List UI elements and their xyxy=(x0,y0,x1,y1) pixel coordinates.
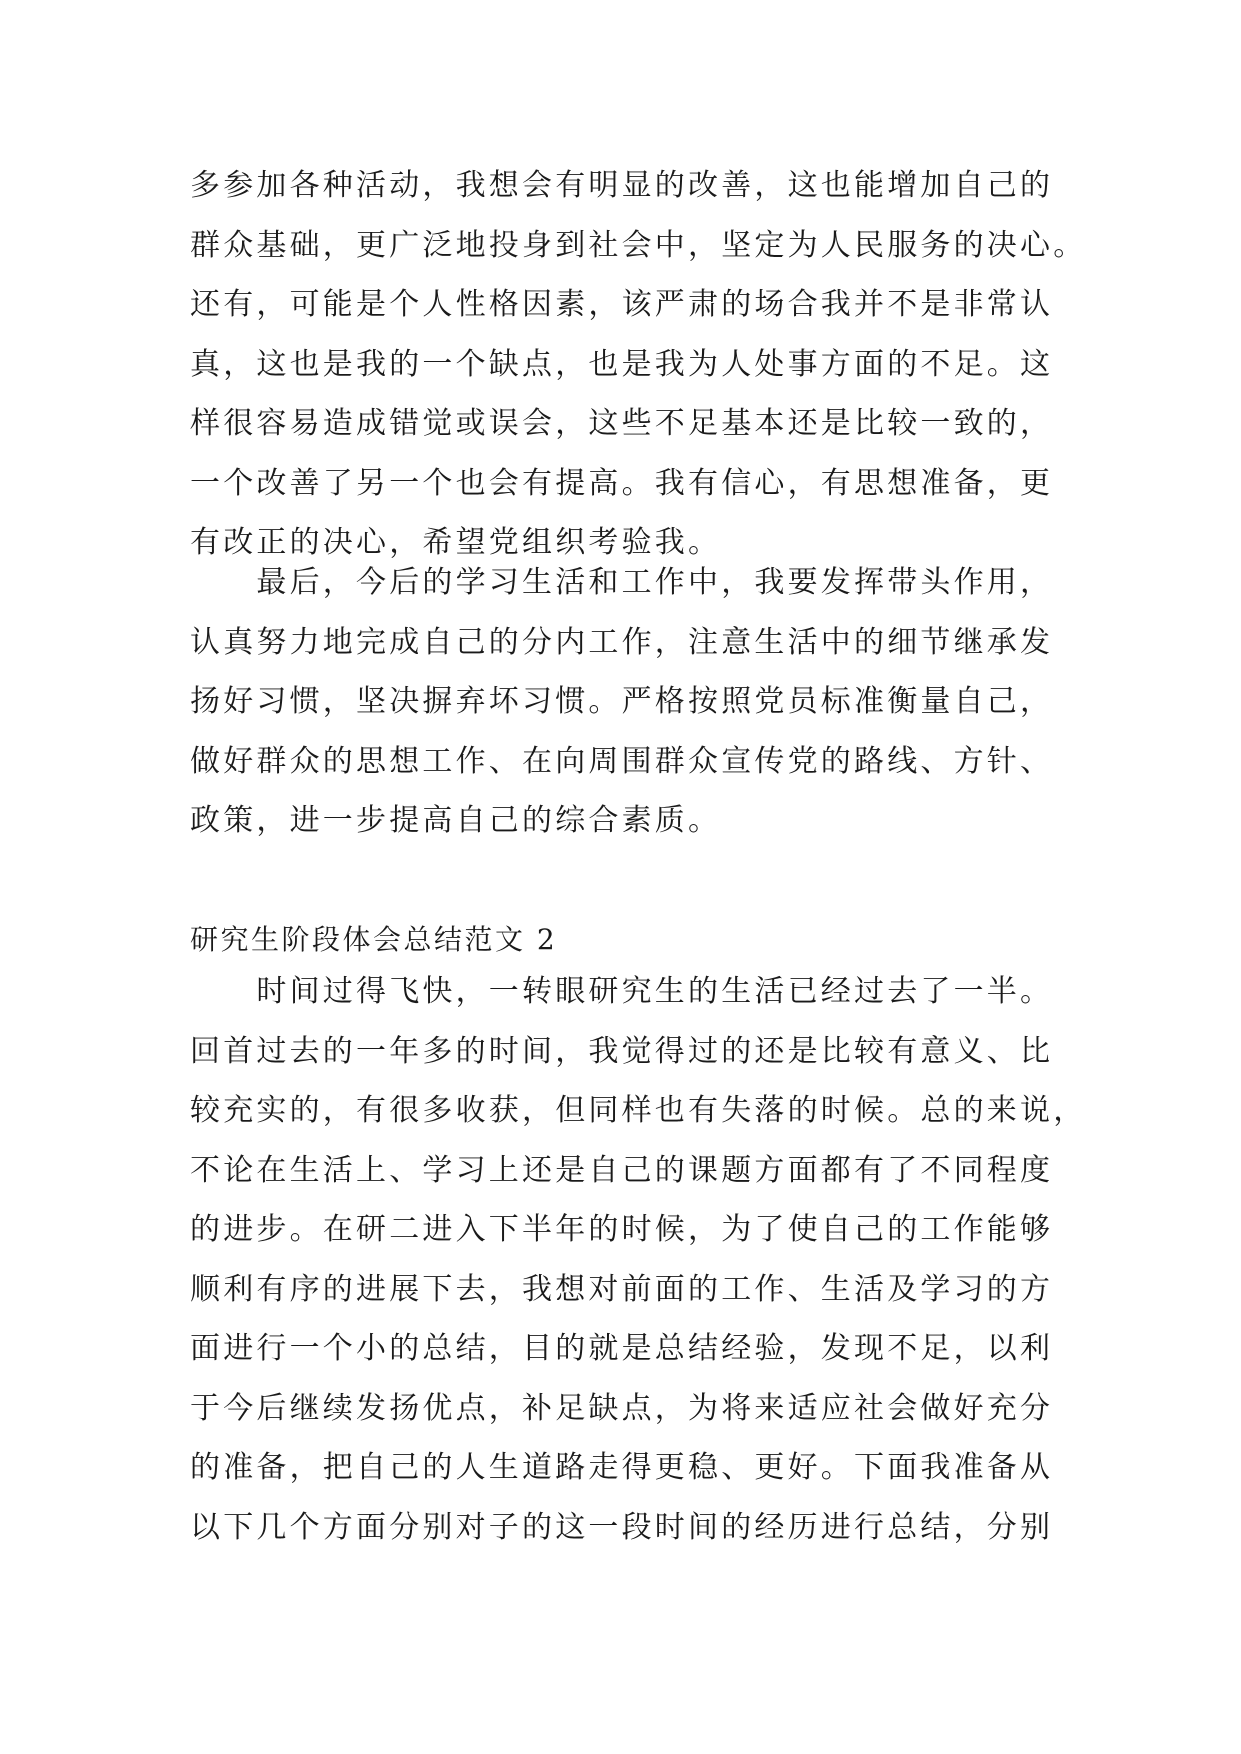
text-line: 最后，今后的学习生活和工作中，我要发挥带头作用， xyxy=(190,565,1054,600)
paragraph-last xyxy=(190,553,1070,851)
text-line: 不论在生活上、学习上还是自己的课题方面都有了不同程度 xyxy=(190,1152,1054,1188)
text-line: 面进行一个小的总结，目的就是总结经验，发现不足，以利 xyxy=(190,1331,1054,1366)
text-line: 还有，可能是个人性格因素，该严肃的场合我并不是非常认 xyxy=(190,287,1054,322)
text-line: 的进步。在研二进入下半年的时候，为了使自己的工作能够 xyxy=(190,1212,1054,1247)
text-line: 多参加各种活动，我想会有明显的改善，这也能增加自己的 xyxy=(190,168,1054,203)
text-line: 的准备，把自己的人生道路走得更稳、更好。下面我准备从 xyxy=(190,1450,1054,1485)
text-line: 认真努力地完成自己的分内工作，注意生活中的细节继承发 xyxy=(190,624,1054,660)
text-line: 样很容易造成错觉或误会，这些不足基本还是比较一致的， xyxy=(190,406,1054,441)
text-line: 一个改善了另一个也会有提高。我有信心，有思想准备，更 xyxy=(190,465,1054,501)
text-line: 真，这也是我的一个缺点，也是我为人处事方面的不足。这 xyxy=(190,346,1054,382)
text-line: 有改正的决心，希望党组织考验我。 xyxy=(190,525,722,560)
paragraph-continued xyxy=(190,156,1087,573)
text-line: 做好群众的思想工作、在向周围群众宣传党的路线、方针、 xyxy=(190,743,1054,779)
text-line: 群众基础，更广泛地投身到社会中，坚定为人民服务的决心。 xyxy=(190,227,1087,263)
paragraph-section2 xyxy=(190,962,1087,1557)
text-line: 政策，进一步提高自己的综合素质。 xyxy=(190,803,722,838)
text-line: 较充实的，有很多收获，但同样也有失落的时候。总的来说， xyxy=(190,1093,1087,1128)
text-line: 顺利有序的进展下去，我想对前面的工作、生活及学习的方 xyxy=(190,1271,1054,1307)
section-heading xyxy=(190,910,1070,970)
text-line: 扬好习惯，坚决摒弃坏习惯。严格按照党员标准衡量自己， xyxy=(190,684,1054,719)
text-line: 于今后继续发扬优点，补足缺点，为将来适应社会做好充分 xyxy=(190,1390,1054,1426)
section-heading-text: 研究生阶段体会总结范文 2 xyxy=(190,923,558,956)
text-line: 以下几个方面分别对子的这一段时间的经历进行总结，分别 xyxy=(190,1509,1054,1545)
text-line: 回首过去的一年多的时间，我觉得过的还是比较有意义、比 xyxy=(190,1033,1054,1069)
text-line: 时间过得飞快，一转眼研究生的生活已经过去了一半。 xyxy=(190,974,1054,1009)
